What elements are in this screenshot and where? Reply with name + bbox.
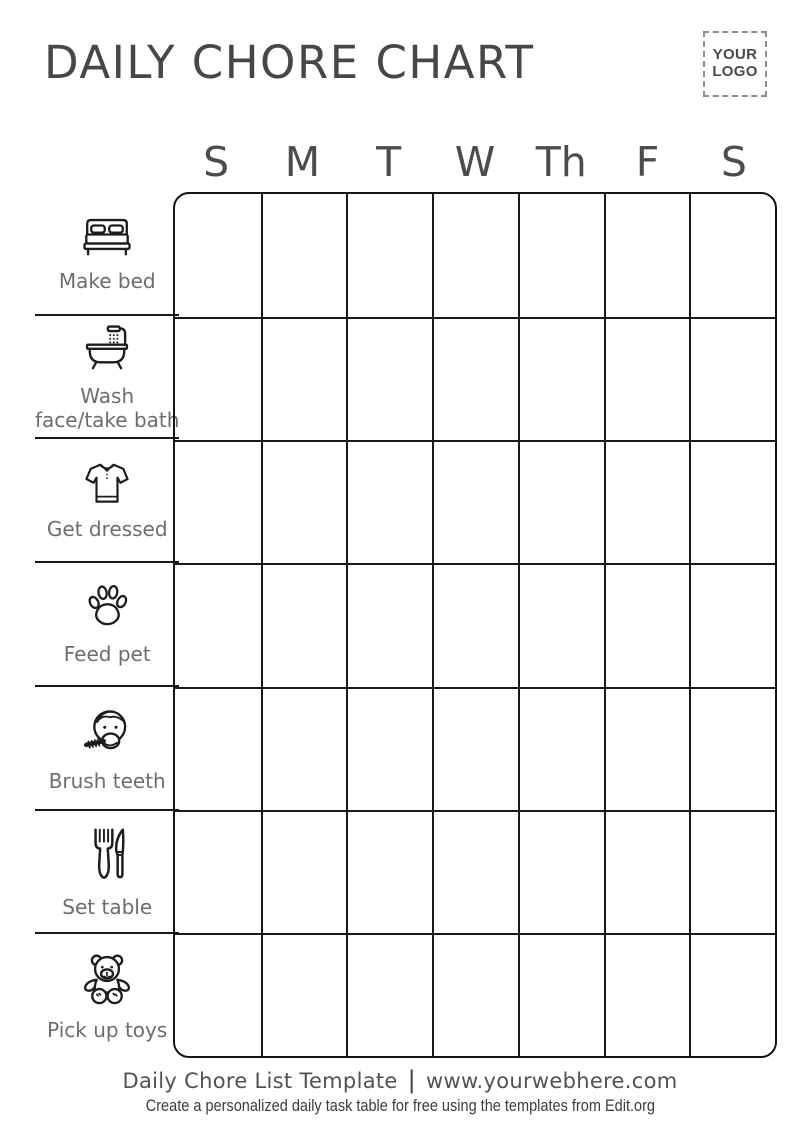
day-cell[interactable] [346, 317, 432, 440]
shirt-icon [80, 458, 134, 505]
day-cell[interactable] [261, 563, 347, 686]
day-label-monday: M [284, 138, 321, 186]
chore-row-label-make-bed [35, 192, 179, 316]
day-cell[interactable] [175, 440, 261, 563]
chore-label: Set table [62, 894, 153, 919]
day-label-friday: F [635, 138, 660, 186]
day-cell[interactable] [346, 563, 432, 686]
footer-divider: | [407, 1066, 417, 1094]
day-cell[interactable] [689, 194, 775, 317]
day-cell[interactable] [432, 933, 518, 1056]
teddy-bear-icon [78, 950, 136, 1006]
paw-icon [84, 582, 130, 630]
day-cell[interactable] [689, 933, 775, 1056]
day-label-saturday: S [720, 138, 747, 186]
day-label-sunday: S [203, 138, 230, 186]
day-grid [173, 192, 777, 1058]
day-cell[interactable] [261, 317, 347, 440]
chore-label: Brush teeth [48, 768, 166, 793]
bed-icon [78, 212, 136, 257]
footer-tagline-line [0, 1096, 800, 1116]
day-cell[interactable] [346, 810, 432, 933]
day-cell[interactable] [261, 687, 347, 810]
day-cell[interactable] [604, 810, 690, 933]
day-cell[interactable] [604, 563, 690, 686]
footer-tagline-text: Create a personalized daily task table for free using the templates from Edit.org [145, 1097, 655, 1115]
day-cell[interactable] [518, 563, 604, 686]
day-label-thursday: Th [535, 138, 587, 186]
day-label-tuesday: T [376, 138, 402, 186]
logo-text: YOUR LOGO [712, 46, 758, 80]
day-cell[interactable] [175, 194, 261, 317]
chore-row-label-get-dressed [35, 439, 179, 563]
day-label-wednesday: W [454, 138, 496, 186]
day-cell[interactable] [175, 687, 261, 810]
day-cell[interactable] [518, 440, 604, 563]
bathtub-icon [78, 321, 136, 372]
day-cell[interactable] [518, 687, 604, 810]
day-cell[interactable] [261, 440, 347, 563]
day-cell[interactable] [689, 687, 775, 810]
day-cell[interactable] [604, 933, 690, 1056]
footer-credit-line [0, 1066, 800, 1094]
day-cell[interactable] [432, 317, 518, 440]
day-cell[interactable] [432, 440, 518, 563]
day-cell[interactable] [689, 440, 775, 563]
page-title: DAILY CHORE CHART [44, 36, 535, 89]
chore-row-label-wash [35, 316, 179, 440]
day-cell[interactable] [346, 687, 432, 810]
day-cell[interactable] [604, 440, 690, 563]
day-cell[interactable] [689, 810, 775, 933]
day-cell[interactable] [518, 933, 604, 1056]
day-cell[interactable] [175, 317, 261, 440]
cutlery-icon [86, 824, 128, 883]
day-cell[interactable] [604, 194, 690, 317]
day-cell[interactable] [518, 810, 604, 933]
chore-label: Pick up toys [47, 1017, 168, 1042]
day-cell[interactable] [175, 563, 261, 686]
day-cell[interactable] [518, 194, 604, 317]
day-cell[interactable] [432, 563, 518, 686]
day-cell[interactable] [261, 810, 347, 933]
chore-labels-column [35, 192, 180, 1058]
day-cell[interactable] [518, 317, 604, 440]
day-cell[interactable] [604, 687, 690, 810]
logo-placeholder-box [703, 31, 767, 97]
day-cell[interactable] [432, 687, 518, 810]
day-cell[interactable] [261, 194, 347, 317]
day-cell[interactable] [175, 810, 261, 933]
chore-row-label-brush-teeth [35, 687, 179, 811]
day-cell[interactable] [346, 194, 432, 317]
day-cell[interactable] [689, 563, 775, 686]
day-cell[interactable] [432, 810, 518, 933]
day-header-row [173, 122, 777, 186]
chore-label: Get dressed [46, 517, 168, 542]
day-cell[interactable] [432, 194, 518, 317]
chore-chart [35, 192, 777, 1058]
chore-row-label-feed-pet [35, 563, 179, 687]
chore-row-label-set-table [35, 811, 179, 935]
footer-site-text: www.yourwebhere.com [426, 1069, 678, 1093]
day-cell[interactable] [175, 933, 261, 1056]
day-cell[interactable] [346, 933, 432, 1056]
day-cell[interactable] [261, 933, 347, 1056]
day-cell[interactable] [346, 440, 432, 563]
day-cell[interactable] [604, 317, 690, 440]
chore-label: Feed pet [63, 641, 151, 666]
footer-template-text: Daily Chore List Template [122, 1069, 398, 1093]
chore-row-label-pick-up-toys [35, 934, 179, 1058]
chore-label: Wash face/take bath [35, 383, 180, 432]
chore-label: Make bed [58, 269, 156, 294]
day-cell[interactable] [689, 317, 775, 440]
brush-teeth-icon [78, 702, 136, 757]
